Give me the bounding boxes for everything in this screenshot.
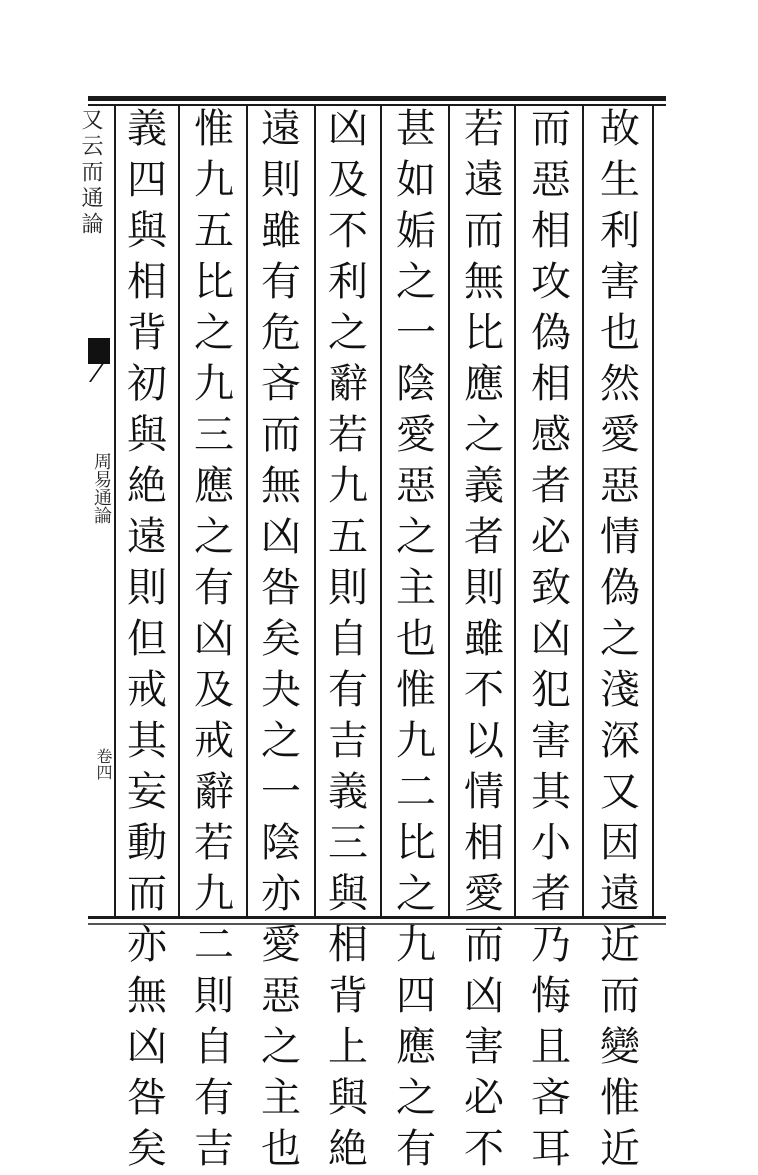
character: 近 — [600, 922, 640, 968]
character: 不 — [464, 1126, 504, 1172]
text-column-5 — [320, 104, 376, 1172]
text-column-3 — [456, 104, 512, 1172]
character: 姤 — [396, 208, 436, 254]
character: 惡 — [600, 463, 640, 509]
character: 愛 — [396, 412, 436, 458]
character: 變 — [600, 1024, 640, 1070]
character: 雖 — [261, 208, 301, 254]
character: 三 — [328, 820, 368, 866]
character: 害 — [464, 1024, 504, 1070]
column-divider — [114, 106, 116, 916]
character: 乃 — [531, 922, 571, 968]
character: 則 — [464, 565, 504, 611]
character: 絶 — [328, 1126, 368, 1172]
character: 遠 — [127, 514, 167, 560]
character: 一 — [261, 769, 301, 815]
character: 凶 — [531, 616, 571, 662]
column-divider — [314, 106, 316, 916]
page-edge-fragment: 又云而通論 — [78, 108, 103, 238]
character: 與 — [127, 208, 167, 254]
character: 遠 — [600, 871, 640, 917]
fishtail-mark — [88, 338, 110, 364]
character: 九 — [396, 718, 436, 764]
character: 也 — [261, 1126, 301, 1172]
character: 及 — [328, 157, 368, 203]
character: 初 — [127, 361, 167, 407]
character: 四 — [127, 157, 167, 203]
character: 之 — [194, 514, 234, 560]
text-column-2 — [523, 104, 579, 1172]
character: 感 — [531, 412, 571, 458]
text-column-7 — [186, 104, 242, 1172]
column-divider — [514, 106, 516, 916]
character: 遠 — [261, 106, 301, 152]
character: 凶 — [261, 514, 301, 560]
character: 相 — [464, 820, 504, 866]
character: 義 — [464, 463, 504, 509]
character: 而 — [464, 208, 504, 254]
character: 小 — [531, 820, 571, 866]
character: 愛 — [261, 922, 301, 968]
character: 五 — [328, 514, 368, 560]
character: 二 — [194, 922, 234, 968]
character: 近 — [600, 1126, 640, 1172]
character: 戒 — [194, 718, 234, 764]
character: 之 — [396, 871, 436, 917]
character: 有 — [396, 1126, 436, 1172]
character: 九 — [194, 361, 234, 407]
character: 攻 — [531, 259, 571, 305]
text-column-6 — [253, 104, 309, 1172]
character: 惡 — [261, 973, 301, 1019]
character: 無 — [261, 463, 301, 509]
character: 相 — [127, 259, 167, 305]
character: 與 — [127, 412, 167, 458]
character: 九 — [194, 871, 234, 917]
character: 矣 — [261, 616, 301, 662]
character: 惟 — [396, 667, 436, 713]
text-column-8 — [119, 104, 175, 1172]
character: 戒 — [127, 667, 167, 713]
character: 之 — [396, 514, 436, 560]
character: 主 — [396, 565, 436, 611]
character: 陰 — [396, 361, 436, 407]
character: 但 — [127, 616, 167, 662]
character: 咎 — [261, 565, 301, 611]
character: 偽 — [531, 310, 571, 356]
character: 而 — [600, 973, 640, 1019]
character: 九 — [328, 463, 368, 509]
character: 則 — [328, 565, 368, 611]
character: 義 — [127, 106, 167, 152]
character: 其 — [531, 769, 571, 815]
character: 亦 — [261, 871, 301, 917]
character: 應 — [194, 463, 234, 509]
character: 者 — [531, 463, 571, 509]
character: 凶 — [464, 973, 504, 1019]
character: 若 — [194, 820, 234, 866]
character: 及 — [194, 667, 234, 713]
character: 相 — [531, 208, 571, 254]
block-heart-folio: 卷四 — [94, 748, 113, 780]
character: 之 — [328, 310, 368, 356]
character: 夬 — [261, 667, 301, 713]
character: 則 — [261, 157, 301, 203]
text-column-4 — [388, 104, 444, 1172]
character: 辭 — [194, 769, 234, 815]
character: 亦 — [127, 922, 167, 968]
character: 者 — [464, 514, 504, 560]
character: 吉 — [328, 718, 368, 764]
character: 比 — [396, 820, 436, 866]
character: 深 — [600, 718, 640, 764]
character: 矣 — [127, 1126, 167, 1172]
character: 雖 — [464, 616, 504, 662]
character: 故 — [600, 106, 640, 152]
character: 惡 — [396, 463, 436, 509]
character: 有 — [194, 565, 234, 611]
character: 如 — [396, 157, 436, 203]
character: 惟 — [600, 1075, 640, 1121]
character: 其 — [127, 718, 167, 764]
character: 不 — [328, 208, 368, 254]
character: 危 — [261, 310, 301, 356]
character: 耳 — [531, 1126, 571, 1172]
character: 有 — [261, 259, 301, 305]
character: 致 — [531, 565, 571, 611]
character: 而 — [531, 106, 571, 152]
character: 九 — [194, 157, 234, 203]
character: 淺 — [600, 667, 640, 713]
column-divider — [246, 106, 248, 916]
character: 吝 — [261, 361, 301, 407]
column-divider — [652, 106, 654, 916]
character: 咎 — [127, 1075, 167, 1121]
character: 而 — [127, 871, 167, 917]
character: 因 — [600, 820, 640, 866]
character: 吉 — [194, 1126, 234, 1172]
character: 甚 — [396, 106, 436, 152]
character: 動 — [127, 820, 167, 866]
character: 與 — [328, 871, 368, 917]
character: 則 — [194, 973, 234, 1019]
character: 惟 — [194, 106, 234, 152]
character: 害 — [531, 718, 571, 764]
character: 凶 — [328, 106, 368, 152]
character: 妄 — [127, 769, 167, 815]
column-divider — [448, 106, 450, 916]
character: 情 — [464, 769, 504, 815]
character: 若 — [328, 412, 368, 458]
character: 若 — [464, 106, 504, 152]
character: 上 — [328, 1024, 368, 1070]
character: 四 — [396, 973, 436, 1019]
character: 相 — [531, 361, 571, 407]
character: 必 — [464, 1075, 504, 1121]
character: 又 — [600, 769, 640, 815]
character: 與 — [328, 1075, 368, 1121]
character: 比 — [464, 310, 504, 356]
character: 利 — [600, 208, 640, 254]
character: 二 — [396, 769, 436, 815]
character: 背 — [328, 973, 368, 1019]
top-border-rule — [88, 96, 666, 101]
character: 利 — [328, 259, 368, 305]
character: 之 — [464, 412, 504, 458]
character: 比 — [194, 259, 234, 305]
character: 害 — [600, 259, 640, 305]
character: 之 — [396, 259, 436, 305]
character: 三 — [194, 412, 234, 458]
character: 愛 — [464, 871, 504, 917]
character: 義 — [328, 769, 368, 815]
character: 而 — [464, 922, 504, 968]
character: 之 — [261, 718, 301, 764]
character: 應 — [464, 361, 504, 407]
character: 惡 — [531, 157, 571, 203]
character: 愛 — [600, 412, 640, 458]
character: 之 — [396, 1075, 436, 1121]
block-heart-title: 周易通論 — [91, 452, 112, 524]
character: 之 — [194, 310, 234, 356]
character: 者 — [531, 871, 571, 917]
character: 絶 — [127, 463, 167, 509]
character: 相 — [328, 922, 368, 968]
character: 以 — [464, 718, 504, 764]
character: 之 — [261, 1024, 301, 1070]
character: 而 — [261, 412, 301, 458]
character: 則 — [127, 565, 167, 611]
character: 凶 — [194, 616, 234, 662]
character: 然 — [600, 361, 640, 407]
column-divider — [178, 106, 180, 916]
character: 自 — [194, 1024, 234, 1070]
character: 九 — [396, 922, 436, 968]
character: 不 — [464, 667, 504, 713]
character: 也 — [396, 616, 436, 662]
character: 之 — [600, 616, 640, 662]
character: 自 — [328, 616, 368, 662]
character: 五 — [194, 208, 234, 254]
column-divider — [582, 106, 584, 916]
character: 情 — [600, 514, 640, 560]
character: 且 — [531, 1024, 571, 1070]
character: 無 — [464, 259, 504, 305]
character: 背 — [127, 310, 167, 356]
character: 一 — [396, 310, 436, 356]
character: 犯 — [531, 667, 571, 713]
character: 遠 — [464, 157, 504, 203]
character: 主 — [261, 1075, 301, 1121]
character: 應 — [396, 1024, 436, 1070]
character: 有 — [328, 667, 368, 713]
character: 生 — [600, 157, 640, 203]
character: 吝 — [531, 1075, 571, 1121]
column-divider — [380, 106, 382, 916]
character: 辭 — [328, 361, 368, 407]
character: 陰 — [261, 820, 301, 866]
text-column-1 — [592, 104, 648, 1172]
character: 悔 — [531, 973, 571, 1019]
character: 有 — [194, 1075, 234, 1121]
character: 也 — [600, 310, 640, 356]
character: 無 — [127, 973, 167, 1019]
character: 偽 — [600, 565, 640, 611]
character: 必 — [531, 514, 571, 560]
character: 凶 — [127, 1024, 167, 1070]
